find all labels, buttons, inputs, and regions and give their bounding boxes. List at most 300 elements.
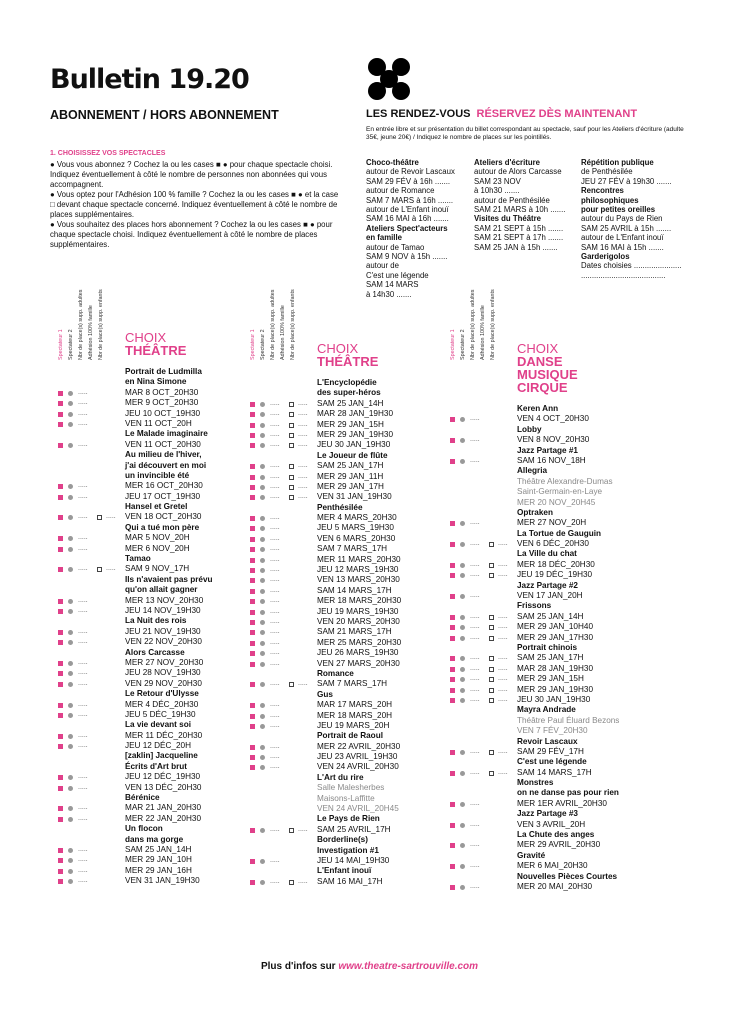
adult-places-field[interactable]: .....	[78, 742, 88, 750]
date-row[interactable]	[250, 659, 425, 669]
spectator-1-checkbox[interactable]	[250, 464, 255, 469]
family-checkbox[interactable]	[289, 423, 294, 428]
adult-places-field[interactable]: .....	[270, 721, 280, 729]
date-row[interactable]	[450, 820, 650, 830]
spectator-1-checkbox[interactable]	[450, 542, 455, 547]
spectator-2-checkbox[interactable]	[260, 630, 265, 635]
family-checkbox[interactable]	[289, 880, 294, 885]
child-places-field[interactable]: .....	[106, 513, 116, 521]
date-row[interactable]	[250, 544, 425, 554]
spectator-1-checkbox[interactable]	[450, 771, 455, 776]
adult-places-field[interactable]: .....	[78, 804, 88, 812]
adult-places-field[interactable]: .....	[270, 742, 280, 750]
date-row[interactable]	[250, 586, 425, 596]
spectator-2-checkbox[interactable]	[460, 563, 465, 568]
spectator-1-checkbox[interactable]	[58, 443, 63, 448]
date-row[interactable]	[58, 845, 233, 855]
adult-places-field[interactable]: .....	[78, 783, 88, 791]
adult-places-field[interactable]: .....	[270, 493, 280, 501]
spectator-2-checkbox[interactable]	[260, 880, 265, 885]
spectator-2-checkbox[interactable]	[460, 750, 465, 755]
adult-places-field[interactable]: .....	[270, 462, 280, 470]
date-row[interactable]	[58, 866, 233, 876]
spectator-1-checkbox[interactable]	[58, 422, 63, 427]
adult-places-field[interactable]: .....	[470, 654, 480, 662]
spectator-1-checkbox[interactable]	[250, 516, 255, 521]
adult-places-field[interactable]: .....	[270, 586, 280, 594]
spectator-2-checkbox[interactable]	[460, 573, 465, 578]
spectator-1-checkbox[interactable]	[250, 630, 255, 635]
spectator-2-checkbox[interactable]	[68, 879, 73, 884]
spectator-2-checkbox[interactable]	[260, 402, 265, 407]
adult-places-field[interactable]: .....	[470, 882, 480, 890]
date-row[interactable]	[58, 409, 233, 419]
spectator-1-checkbox[interactable]	[58, 609, 63, 614]
adult-places-field[interactable]: .....	[470, 571, 480, 579]
family-checkbox[interactable]	[489, 771, 494, 776]
date-row[interactable]	[450, 674, 650, 684]
spectator-1-checkbox[interactable]	[250, 558, 255, 563]
family-checkbox[interactable]	[289, 485, 294, 490]
adult-places-field[interactable]: .....	[270, 638, 280, 646]
adult-places-field[interactable]: .....	[470, 612, 480, 620]
spectator-2-checkbox[interactable]	[260, 714, 265, 719]
spectator-1-checkbox[interactable]	[58, 484, 63, 489]
spectator-1-checkbox[interactable]	[450, 636, 455, 641]
spectator-2-checkbox[interactable]	[260, 755, 265, 760]
spectator-2-checkbox[interactable]	[68, 547, 73, 552]
date-row[interactable]	[450, 435, 650, 445]
adult-places-field[interactable]: .....	[78, 565, 88, 573]
spectator-2-checkbox[interactable]	[260, 589, 265, 594]
spectator-1-checkbox[interactable]	[250, 828, 255, 833]
spectator-2-checkbox[interactable]	[260, 859, 265, 864]
spectator-2-checkbox[interactable]	[460, 677, 465, 682]
adult-places-field[interactable]: .....	[270, 607, 280, 615]
spectator-2-checkbox[interactable]	[260, 495, 265, 500]
child-places-field[interactable]: .....	[298, 877, 308, 885]
adult-places-field[interactable]: .....	[270, 482, 280, 490]
spectator-1-checkbox[interactable]	[250, 475, 255, 480]
adult-places-field[interactable]: .....	[470, 695, 480, 703]
spectator-1-checkbox[interactable]	[250, 537, 255, 542]
family-checkbox[interactable]	[489, 656, 494, 661]
spectator-1-checkbox[interactable]	[58, 412, 63, 417]
spectator-1-checkbox[interactable]	[58, 661, 63, 666]
date-row[interactable]	[450, 840, 650, 850]
adult-places-field[interactable]: .....	[78, 638, 88, 646]
adult-places-field[interactable]: .....	[270, 420, 280, 428]
date-row[interactable]	[250, 472, 425, 482]
spectator-2-checkbox[interactable]	[68, 401, 73, 406]
child-places-field[interactable]: .....	[298, 472, 308, 480]
spectator-1-checkbox[interactable]	[58, 869, 63, 874]
spectator-2-checkbox[interactable]	[68, 443, 73, 448]
child-places-field[interactable]: .....	[298, 462, 308, 470]
spectator-2-checkbox[interactable]	[260, 412, 265, 417]
date-row[interactable]	[58, 814, 233, 824]
spectator-1-checkbox[interactable]	[450, 573, 455, 578]
spectator-1-checkbox[interactable]	[58, 775, 63, 780]
spectator-2-checkbox[interactable]	[460, 771, 465, 776]
spectator-2-checkbox[interactable]	[260, 423, 265, 428]
family-checkbox[interactable]	[489, 667, 494, 672]
date-row[interactable]	[250, 742, 425, 752]
spectator-1-checkbox[interactable]	[450, 823, 455, 828]
spectator-1-checkbox[interactable]	[58, 515, 63, 520]
adult-places-field[interactable]: .....	[470, 768, 480, 776]
spectator-2-checkbox[interactable]	[260, 765, 265, 770]
spectator-2-checkbox[interactable]	[260, 526, 265, 531]
spectator-2-checkbox[interactable]	[460, 864, 465, 869]
spectator-2-checkbox[interactable]	[260, 641, 265, 646]
spectator-2-checkbox[interactable]	[68, 495, 73, 500]
adult-places-field[interactable]: .....	[470, 623, 480, 631]
child-places-field[interactable]: .....	[498, 675, 508, 683]
family-checkbox[interactable]	[289, 464, 294, 469]
adult-places-field[interactable]: .....	[270, 628, 280, 636]
adult-places-field[interactable]: .....	[78, 731, 88, 739]
family-checkbox[interactable]	[289, 475, 294, 480]
spectator-1-checkbox[interactable]	[450, 563, 455, 568]
spectator-1-checkbox[interactable]	[250, 765, 255, 770]
date-row[interactable]	[58, 658, 233, 668]
date-row[interactable]	[450, 456, 650, 466]
spectator-1-checkbox[interactable]	[250, 714, 255, 719]
spectator-2-checkbox[interactable]	[260, 443, 265, 448]
spectator-2-checkbox[interactable]	[68, 703, 73, 708]
spectator-2-checkbox[interactable]	[460, 459, 465, 464]
family-checkbox[interactable]	[489, 573, 494, 578]
adult-places-field[interactable]: .....	[270, 545, 280, 553]
spectator-1-checkbox[interactable]	[250, 880, 255, 885]
date-row[interactable]	[450, 664, 650, 674]
spectator-2-checkbox[interactable]	[260, 703, 265, 708]
date-row[interactable]	[450, 612, 650, 622]
adult-places-field[interactable]: .....	[78, 513, 88, 521]
spectator-2-checkbox[interactable]	[260, 578, 265, 583]
spectator-1-checkbox[interactable]	[250, 703, 255, 708]
spectator-2-checkbox[interactable]	[460, 542, 465, 547]
spectator-1-checkbox[interactable]	[58, 567, 63, 572]
date-row[interactable]	[450, 560, 650, 570]
spectator-1-checkbox[interactable]	[250, 443, 255, 448]
child-places-field[interactable]: .....	[298, 680, 308, 688]
date-row[interactable]	[450, 799, 650, 809]
date-row[interactable]	[250, 721, 425, 731]
adult-places-field[interactable]: .....	[470, 799, 480, 807]
child-places-field[interactable]: .....	[298, 420, 308, 428]
date-row[interactable]	[250, 596, 425, 606]
spectator-2-checkbox[interactable]	[68, 599, 73, 604]
date-row[interactable]	[250, 534, 425, 544]
spectator-2-checkbox[interactable]	[460, 688, 465, 693]
spectator-2-checkbox[interactable]	[460, 594, 465, 599]
spectator-1-checkbox[interactable]	[450, 656, 455, 661]
adult-places-field[interactable]: .....	[470, 415, 480, 423]
adult-places-field[interactable]: .....	[78, 866, 88, 874]
date-row[interactable]	[58, 637, 233, 647]
date-row[interactable]	[58, 876, 233, 886]
adult-places-field[interactable]: .....	[270, 514, 280, 522]
date-row[interactable]	[58, 419, 233, 429]
spectator-1-checkbox[interactable]	[250, 568, 255, 573]
spectator-1-checkbox[interactable]	[250, 402, 255, 407]
family-checkbox[interactable]	[289, 433, 294, 438]
adult-places-field[interactable]: .....	[78, 845, 88, 853]
spectator-2-checkbox[interactable]	[260, 828, 265, 833]
spectator-2-checkbox[interactable]	[260, 464, 265, 469]
child-places-field[interactable]: .....	[498, 654, 508, 662]
date-row[interactable]	[250, 482, 425, 492]
date-row[interactable]	[58, 388, 233, 398]
adult-places-field[interactable]: .....	[78, 399, 88, 407]
adult-places-field[interactable]: .....	[78, 710, 88, 718]
family-checkbox[interactable]	[289, 412, 294, 417]
child-places-field[interactable]: .....	[498, 747, 508, 755]
spectator-1-checkbox[interactable]	[58, 744, 63, 749]
adult-places-field[interactable]: .....	[270, 753, 280, 761]
spectator-1-checkbox[interactable]	[58, 713, 63, 718]
date-row[interactable]	[250, 627, 425, 637]
date-row[interactable]	[250, 430, 425, 440]
spectator-2-checkbox[interactable]	[68, 786, 73, 791]
adult-places-field[interactable]: .....	[470, 560, 480, 568]
spectator-2-checkbox[interactable]	[460, 885, 465, 890]
adult-places-field[interactable]: .....	[470, 592, 480, 600]
child-places-field[interactable]: .....	[106, 565, 116, 573]
date-row[interactable]	[250, 762, 425, 772]
spectator-1-checkbox[interactable]	[450, 417, 455, 422]
spectator-1-checkbox[interactable]	[450, 750, 455, 755]
child-places-field[interactable]: .....	[498, 612, 508, 620]
family-checkbox[interactable]	[489, 563, 494, 568]
adult-places-field[interactable]: .....	[78, 492, 88, 500]
child-places-field[interactable]: .....	[498, 540, 508, 548]
child-places-field[interactable]: .....	[498, 571, 508, 579]
date-row[interactable]	[250, 409, 425, 419]
family-checkbox[interactable]	[289, 402, 294, 407]
family-checkbox[interactable]	[289, 828, 294, 833]
date-row[interactable]	[250, 825, 425, 835]
spectator-2-checkbox[interactable]	[68, 391, 73, 396]
adult-places-field[interactable]: .....	[270, 441, 280, 449]
spectator-1-checkbox[interactable]	[58, 671, 63, 676]
spectator-1-checkbox[interactable]	[450, 438, 455, 443]
adult-places-field[interactable]: .....	[270, 410, 280, 418]
spectator-1-checkbox[interactable]	[450, 885, 455, 890]
spectator-2-checkbox[interactable]	[68, 858, 73, 863]
date-row[interactable]	[250, 513, 425, 523]
spectator-1-checkbox[interactable]	[58, 858, 63, 863]
spectator-1-checkbox[interactable]	[58, 536, 63, 541]
date-row[interactable]	[250, 565, 425, 575]
date-row[interactable]	[58, 512, 233, 522]
spectator-2-checkbox[interactable]	[68, 682, 73, 687]
spectator-1-checkbox[interactable]	[450, 802, 455, 807]
spectator-1-checkbox[interactable]	[450, 521, 455, 526]
family-checkbox[interactable]	[289, 495, 294, 500]
date-row[interactable]	[250, 752, 425, 762]
date-row[interactable]	[58, 544, 233, 554]
date-row[interactable]	[250, 523, 425, 533]
spectator-2-checkbox[interactable]	[460, 843, 465, 848]
date-row[interactable]	[58, 772, 233, 782]
date-row[interactable]	[250, 856, 425, 866]
spectator-1-checkbox[interactable]	[250, 641, 255, 646]
date-row[interactable]	[58, 398, 233, 408]
family-checkbox[interactable]	[489, 698, 494, 703]
date-row[interactable]	[450, 518, 650, 528]
adult-places-field[interactable]: .....	[470, 664, 480, 672]
spectator-1-checkbox[interactable]	[58, 817, 63, 822]
date-row[interactable]	[450, 633, 650, 643]
spectator-1-checkbox[interactable]	[450, 688, 455, 693]
adult-places-field[interactable]: .....	[78, 606, 88, 614]
date-row[interactable]	[58, 481, 233, 491]
adult-places-field[interactable]: .....	[270, 472, 280, 480]
date-row[interactable]	[58, 855, 233, 865]
spectator-2-checkbox[interactable]	[68, 806, 73, 811]
spectator-2-checkbox[interactable]	[68, 744, 73, 749]
date-row[interactable]	[450, 653, 650, 663]
adult-places-field[interactable]: .....	[270, 566, 280, 574]
adult-places-field[interactable]: .....	[270, 659, 280, 667]
spectator-2-checkbox[interactable]	[68, 671, 73, 676]
adult-places-field[interactable]: .....	[78, 482, 88, 490]
spectator-2-checkbox[interactable]	[460, 521, 465, 526]
spectator-1-checkbox[interactable]	[450, 625, 455, 630]
spectator-2-checkbox[interactable]	[68, 713, 73, 718]
spectator-2-checkbox[interactable]	[68, 640, 73, 645]
spectator-2-checkbox[interactable]	[260, 620, 265, 625]
date-row[interactable]	[250, 638, 425, 648]
spectator-2-checkbox[interactable]	[68, 869, 73, 874]
family-checkbox[interactable]	[489, 625, 494, 630]
spectator-2-checkbox[interactable]	[260, 485, 265, 490]
date-row[interactable]	[250, 617, 425, 627]
spectator-2-checkbox[interactable]	[68, 609, 73, 614]
date-row[interactable]	[58, 492, 233, 502]
date-row[interactable]	[58, 679, 233, 689]
adult-places-field[interactable]: .....	[270, 399, 280, 407]
spectator-2-checkbox[interactable]	[260, 568, 265, 573]
adult-places-field[interactable]: .....	[270, 856, 280, 864]
spectator-2-checkbox[interactable]	[260, 599, 265, 604]
spectator-1-checkbox[interactable]	[250, 485, 255, 490]
spectator-1-checkbox[interactable]	[250, 412, 255, 417]
adult-places-field[interactable]: .....	[270, 825, 280, 833]
date-row[interactable]	[250, 877, 425, 887]
adult-places-field[interactable]: .....	[470, 633, 480, 641]
date-row[interactable]	[250, 575, 425, 585]
adult-places-field[interactable]: .....	[78, 409, 88, 417]
spectator-1-checkbox[interactable]	[58, 786, 63, 791]
spectator-1-checkbox[interactable]	[450, 667, 455, 672]
spectator-2-checkbox[interactable]	[260, 745, 265, 750]
spectator-1-checkbox[interactable]	[250, 599, 255, 604]
date-row[interactable]	[250, 607, 425, 617]
spectator-2-checkbox[interactable]	[260, 558, 265, 563]
spectator-2-checkbox[interactable]	[68, 484, 73, 489]
date-row[interactable]	[250, 679, 425, 689]
spectator-2-checkbox[interactable]	[260, 610, 265, 615]
spectator-2-checkbox[interactable]	[68, 775, 73, 780]
date-row[interactable]	[58, 627, 233, 637]
spectator-2-checkbox[interactable]	[68, 422, 73, 427]
child-places-field[interactable]: .....	[498, 695, 508, 703]
date-row[interactable]	[250, 440, 425, 450]
spectator-1-checkbox[interactable]	[450, 459, 455, 464]
date-row[interactable]	[450, 882, 650, 892]
adult-places-field[interactable]: .....	[270, 701, 280, 709]
family-checkbox[interactable]	[489, 542, 494, 547]
spectator-1-checkbox[interactable]	[450, 615, 455, 620]
date-row[interactable]	[450, 747, 650, 757]
date-row[interactable]	[58, 440, 233, 450]
adult-places-field[interactable]: .....	[270, 597, 280, 605]
adult-places-field[interactable]: .....	[78, 669, 88, 677]
spectator-1-checkbox[interactable]	[450, 677, 455, 682]
spectator-2-checkbox[interactable]	[460, 823, 465, 828]
adult-places-field[interactable]: .....	[470, 540, 480, 548]
date-row[interactable]	[58, 731, 233, 741]
spectator-1-checkbox[interactable]	[58, 547, 63, 552]
date-row[interactable]	[58, 710, 233, 720]
spectator-2-checkbox[interactable]	[260, 662, 265, 667]
adult-places-field[interactable]: .....	[78, 814, 88, 822]
spectator-2-checkbox[interactable]	[260, 651, 265, 656]
spectator-1-checkbox[interactable]	[58, 401, 63, 406]
child-places-field[interactable]: .....	[298, 430, 308, 438]
adult-places-field[interactable]: .....	[270, 524, 280, 532]
family-checkbox[interactable]	[489, 688, 494, 693]
child-places-field[interactable]: .....	[498, 685, 508, 693]
spectator-2-checkbox[interactable]	[68, 567, 73, 572]
spectator-1-checkbox[interactable]	[250, 620, 255, 625]
adult-places-field[interactable]: .....	[78, 596, 88, 604]
date-row[interactable]	[250, 399, 425, 409]
spectator-2-checkbox[interactable]	[68, 536, 73, 541]
spectator-1-checkbox[interactable]	[250, 662, 255, 667]
family-checkbox[interactable]	[489, 615, 494, 620]
date-row[interactable]	[450, 622, 650, 632]
child-places-field[interactable]: .....	[298, 410, 308, 418]
child-places-field[interactable]: .....	[498, 623, 508, 631]
adult-places-field[interactable]: .....	[470, 685, 480, 693]
spectator-1-checkbox[interactable]	[250, 547, 255, 552]
date-row[interactable]	[250, 461, 425, 471]
child-places-field[interactable]: .....	[498, 768, 508, 776]
spectator-1-checkbox[interactable]	[58, 630, 63, 635]
spectator-2-checkbox[interactable]	[68, 661, 73, 666]
spectator-1-checkbox[interactable]	[450, 864, 455, 869]
date-row[interactable]	[450, 414, 650, 424]
adult-places-field[interactable]: .....	[78, 534, 88, 542]
spectator-1-checkbox[interactable]	[250, 589, 255, 594]
adult-places-field[interactable]: .....	[270, 711, 280, 719]
spectator-2-checkbox[interactable]	[460, 438, 465, 443]
child-places-field[interactable]: .....	[498, 560, 508, 568]
spectator-1-checkbox[interactable]	[58, 682, 63, 687]
spectator-1-checkbox[interactable]	[58, 848, 63, 853]
spectator-2-checkbox[interactable]	[68, 734, 73, 739]
spectator-2-checkbox[interactable]	[460, 802, 465, 807]
spectator-1-checkbox[interactable]	[250, 433, 255, 438]
spectator-2-checkbox[interactable]	[260, 475, 265, 480]
spectator-2-checkbox[interactable]	[260, 547, 265, 552]
child-places-field[interactable]: .....	[298, 825, 308, 833]
